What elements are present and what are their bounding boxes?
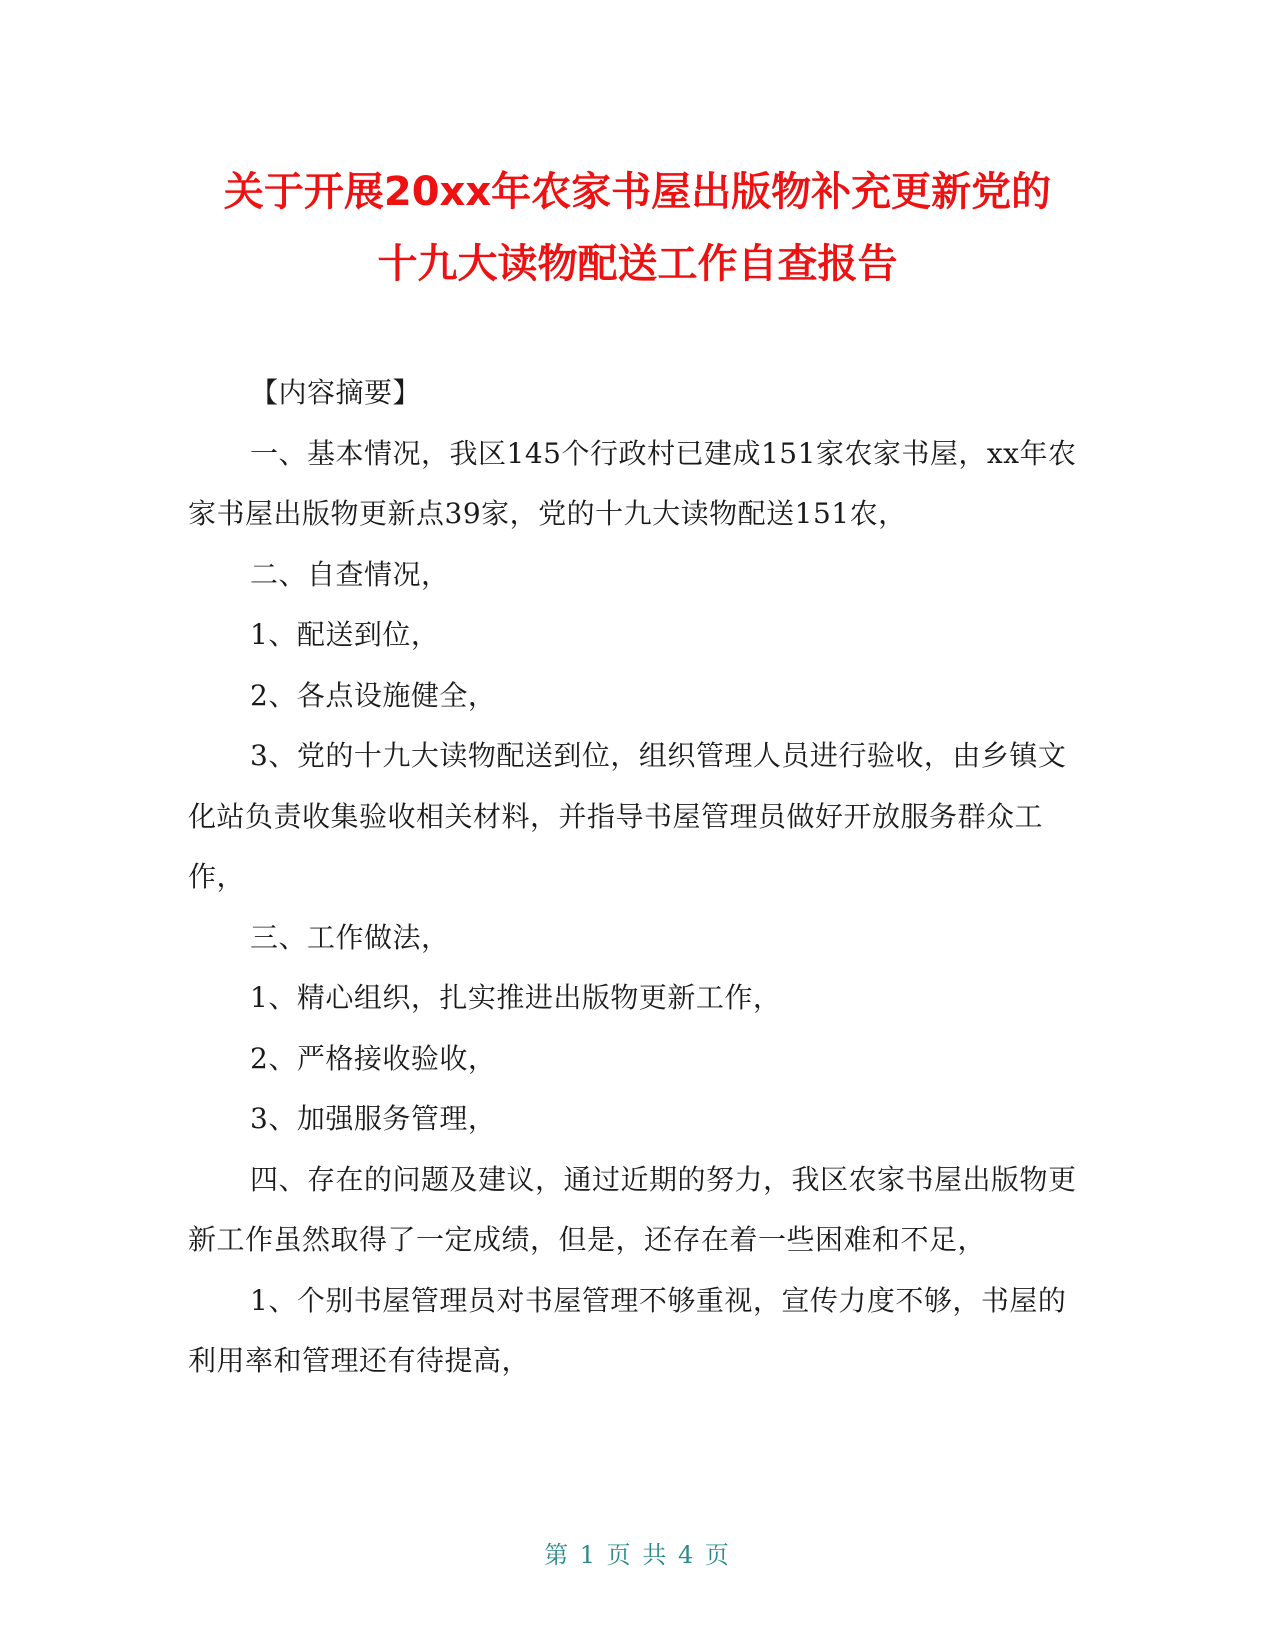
paragraph-item: 1、个别书屋管理员对书屋管理不够重视，宣传力度不够，书屋的利用率和管理还有待提高，: [188, 1283, 1067, 1377]
paragraph-item: 3、加强服务管理，: [250, 1102, 497, 1135]
paragraph-item: 1、精心组织，扎实推进出版物更新工作，: [250, 981, 782, 1014]
paragraph-problems-heading: 四、存在的问题及建议，通过近期的努力，我区农家书屋出版物更新工作虽然取得了一定成绩，但是，还存在着一些困难和不足，: [188, 1162, 1077, 1256]
paragraph-item: 2、严格接收验收，: [250, 1041, 497, 1075]
paragraph-item: 1、配送到位，: [250, 618, 440, 651]
paragraph-summary-heading: 【内容摘要】: [250, 376, 422, 409]
page-footer: 第 1 页 共 4 页: [544, 1541, 731, 1569]
title-line-1: 关于开展20xx年农家书屋出版物补充更新党的: [223, 169, 1052, 215]
paragraph-item: 3、党的十九大读物配送到位，组织管理人员进行验收，由乡镇文化站负责收集验收相关材料，并指导书屋管理员做好开放服务群众工作，: [188, 739, 1067, 893]
paragraph-methods-heading: 三、工作做法，: [250, 920, 450, 954]
paragraph-self-check-heading: 二、自查情况，: [250, 557, 450, 591]
paragraph-item: 2、各点设施健全，: [250, 678, 497, 712]
document-title: [150, 156, 1125, 300]
title-line-2: 十九大读物配送工作自查报告: [377, 241, 898, 287]
paragraph-basic-situation: 一、基本情况，我区145个行政村已建成151家农家书屋，xx年农家书屋出版物更新点39家，党的十九大读物配送151农，: [188, 436, 1077, 530]
document-body: [188, 363, 1088, 1392]
